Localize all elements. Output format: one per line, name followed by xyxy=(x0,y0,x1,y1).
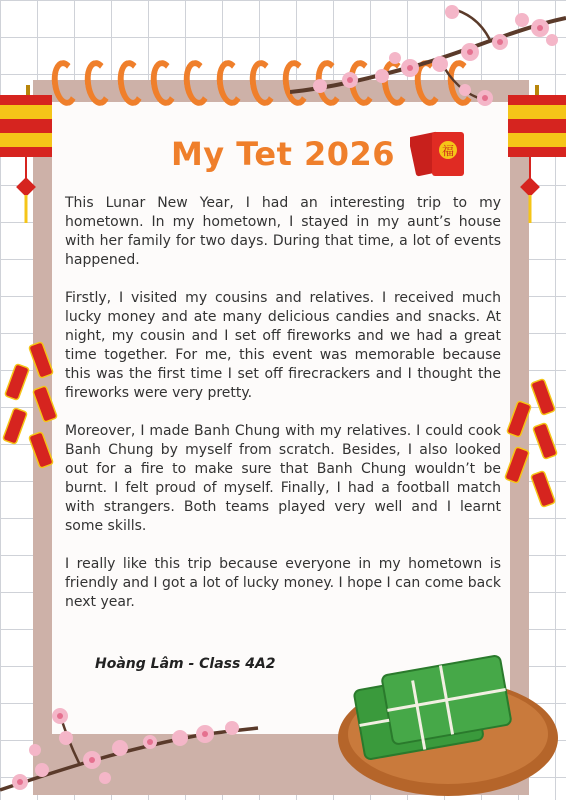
cherry-blossom-branch-icon xyxy=(0,690,260,800)
spiral-ring-icon xyxy=(214,58,246,107)
paragraph: Moreover, I made Banh Chung with my relatives. I could cook Banh Chung by myself from scratch. Besides, I also looked out for a fire to make sure that Banh Chung wouldn’t be burnt. I felt proud of myself. Finally, I had a football match with strangers. Both teams played very well and I learnt some skills. xyxy=(65,423,501,534)
essay-body xyxy=(65,194,501,631)
spiral-ring-icon xyxy=(247,58,279,107)
spiral-ring-icon xyxy=(181,58,213,107)
firecracker-icon xyxy=(0,335,70,485)
paragraph: I really like this trip because everyone in my hometown is friendly and I got a lot of lucky money. I hope I can come back next year. xyxy=(65,556,501,610)
banh-chung-icon xyxy=(330,650,566,800)
svg-text:福: 福 xyxy=(441,144,455,158)
spiral-ring-icon xyxy=(115,58,147,107)
spiral-ring-icon xyxy=(82,58,114,107)
firecracker-icon xyxy=(500,372,566,522)
paragraph: This Lunar New Year, I had an interesting trip to my hometown. In my hometown, I stayed in my aunt’s house with her family for two days. During that time, a lot of events happened. xyxy=(65,195,501,268)
author-signature: Hoàng Lâm - Class 4A2 xyxy=(95,656,276,672)
paragraph: Firstly, I visited my cousins and relatives. I received much lucky money and ate many delicious candies and snacks. At night, my cousin and I set off fireworks and we had a great time together. For me, this event was memorable because this was the first time I set off firecrackers and I thought the fireworks were very pretty. xyxy=(65,290,501,401)
page-title: My Tet 2026 xyxy=(170,135,396,173)
spiral-ring-icon xyxy=(148,58,180,107)
